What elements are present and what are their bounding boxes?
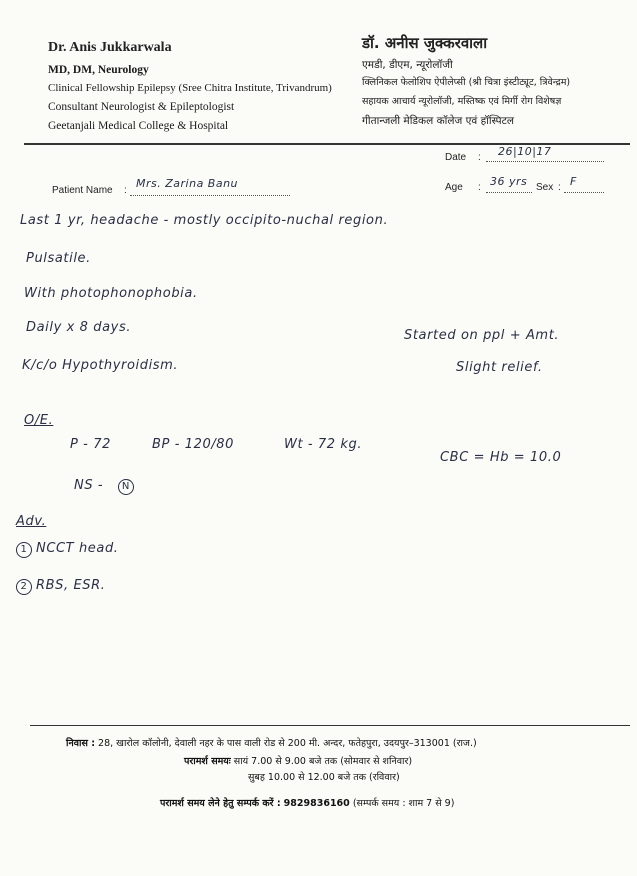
age-label: Age [445,182,463,193]
age-value: 36 yrs [490,175,528,188]
note-adv-item-1 [16,541,119,558]
patient-name-value: Mrs. Zarina Banu [136,177,239,190]
footer-address-text: 28, खारोल कॉलोनी, देवाली नहर के पास वाली रोड से 200 मी. अन्दर, फतेहपुरा, उदयपुर–313001 (राज.) [98,738,477,749]
sex-value: F [570,175,577,188]
footer-contact [160,796,454,809]
note-line-history: Last 1 yr, headache - mostly occipito-nuchal region. [20,213,389,228]
footer-contact-label: परामर्श समय लेने हेतु सम्पर्क करें : [160,798,281,809]
note-line-pulsatile: Pulsatile. [26,251,91,266]
note-line-photophobia: With photophonophobia. [24,286,198,301]
note-pulse: P - 72 [70,437,111,452]
doctor-degree-en: MD, DM, Neurology [48,64,149,76]
date-value: 26|10|17 [498,145,552,158]
doctor-college-en: Geetanjali Medical College & Hospital [48,120,229,132]
doctor-name-hi: डॉ. अनीस जुक्करवाला [362,34,488,52]
date-colon: : [478,152,481,163]
note-ns-circled: N [118,479,134,495]
footer-hours-label: परामर्श समयः [184,756,231,767]
sex-colon: : [558,182,561,193]
note-oe-heading: O/E. [24,413,54,428]
footer-address [66,736,477,749]
note-side-relief: Slight relief. [456,360,543,375]
doctor-degree-hi: एमडी, डीएम, न्यूरोलॉजी [362,59,453,71]
doctor-role-hi: सहायक आचार्य न्यूरोलॉजी, मस्तिष्क एवं मिर्गी रोग विशेषज्ञ [362,96,562,107]
date-label: Date [445,152,467,163]
note-side-started: Started on ppl + Amt. [404,328,560,343]
doctor-fellowship-hi: क्लिनिकल फेलोशिप ऐपीलेप्सी (श्री चित्रा इंस्टीट्यूट, त्रिवेन्द्रम) [362,77,571,88]
note-adv-heading: Adv. [16,514,47,529]
doctor-college-hi: गीतान्जली मेडिकल कॉलेज एवं हॉस्पिटल [362,115,515,127]
footer-contact-time: (सम्पर्क समय : शाम 7 से 9) [352,798,455,809]
footer-hours-2: सुबह 10.00 से 12.00 बजे तक (रविवार) [248,772,400,783]
note-cbc: CBC = Hb = 10.0 [440,450,562,465]
footer-hours-text-1: सायं 7.00 से 9.00 बजे तक (सोमवार से शनिवार) [233,756,413,767]
note-adv-num-1: 1 [16,542,32,558]
note-adv-text-2: RBS, ESR. [36,578,106,593]
note-weight: Wt - 72 kg. [284,437,363,452]
age-colon: : [478,182,481,193]
note-ns [74,478,138,495]
note-line-daily: Daily x 8 days. [26,320,132,335]
footer-contact-phone: 9829836160 [283,798,350,809]
footer-address-label: निवास : [66,738,96,749]
footer-hours-1 [184,754,412,767]
note-ns-label: NS - [74,478,104,493]
note-adv-num-2: 2 [16,579,32,595]
doctor-role-en: Consultant Neurologist & Epileptologist [48,101,235,113]
note-adv-text-1: NCCT head. [36,541,119,556]
note-adv-item-2 [16,578,106,595]
note-bp: BP - 120/80 [152,437,235,452]
patient-name-label: Patient Name [52,185,113,196]
footer-rule [30,725,630,726]
doctor-name-en: Dr. Anis Jukkarwala [48,40,172,55]
doctor-fellowship-en: Clinical Fellowship Epilepsy (Sree Chitra Institute, Trivandrum) [48,82,332,94]
sex-label: Sex [536,182,554,193]
patient-name-colon: : [124,185,127,196]
note-line-kco: K/c/o Hypothyroidism. [22,358,179,373]
